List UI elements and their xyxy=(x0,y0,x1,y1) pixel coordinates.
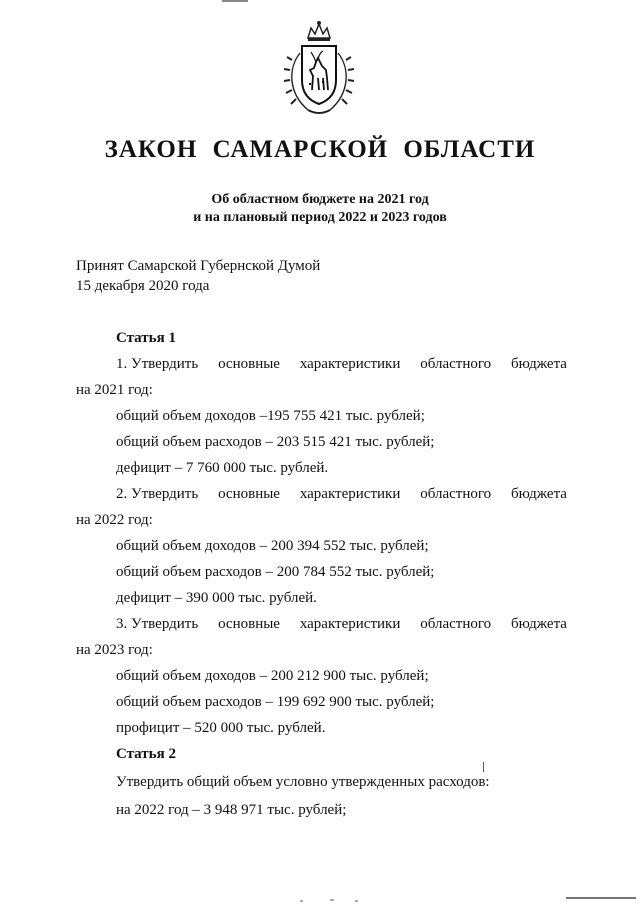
word: основные xyxy=(218,356,280,372)
word: областного xyxy=(420,616,492,632)
article-2-text: Утвердить общий объем условно утвержденных расходов: xyxy=(116,774,490,790)
coat-of-arms-icon xyxy=(278,18,360,118)
word: 3. Утвердить xyxy=(116,616,199,632)
word: областного xyxy=(420,356,492,372)
article-1-item-1-cont: на 2021 год: xyxy=(76,382,153,398)
article-1-heading: Статья 1 xyxy=(116,330,176,346)
law-subtitle-line2: и на плановый период 2022 и 2023 годов xyxy=(193,210,447,225)
revenue-2022: общий объем доходов – 200 394 552 тыс. рублей; xyxy=(116,538,429,554)
adoption-body: Принят Самарской Губернской Думой xyxy=(76,258,321,274)
article-1-item-3-line xyxy=(116,616,567,633)
article-1-item-3-cont: на 2023 год: xyxy=(76,642,153,658)
law-title: ЗАКОН САМАРСКОЙ ОБЛАСТИ xyxy=(104,136,536,163)
word: характеристики xyxy=(299,616,401,632)
word: характеристики xyxy=(299,486,401,502)
adoption-date: 15 декабря 2020 года xyxy=(76,278,210,294)
conditional-expenses-2022: на 2022 год – 3 948 971 тыс. рублей; xyxy=(116,802,347,818)
article-1-item-1-line xyxy=(116,356,567,373)
word: областного xyxy=(420,486,492,502)
law-subtitle-line1: Об областном бюджете на 2021 год xyxy=(211,192,429,207)
expenses-2021: общий объем расходов – 203 515 421 тыс. рублей; xyxy=(116,434,435,450)
word: основные xyxy=(218,616,280,632)
scan-artifact xyxy=(483,762,484,772)
article-2-heading: Статья 2 xyxy=(116,746,176,762)
scan-artifact xyxy=(300,900,303,902)
deficit-2021: дефицит – 7 760 000 тыс. рублей. xyxy=(116,460,329,476)
surplus-2023: профицит – 520 000 тыс. рублей. xyxy=(116,720,326,736)
word: характеристики xyxy=(299,356,401,372)
word: бюджета xyxy=(511,616,567,632)
article-1-item-2-cont: на 2022 год: xyxy=(76,512,153,528)
word: бюджета xyxy=(511,356,567,372)
expenses-2022: общий объем расходов – 200 784 552 тыс. рублей; xyxy=(116,564,435,580)
word: основные xyxy=(218,486,280,502)
scan-artifact xyxy=(355,900,358,902)
revenue-2023: общий объем доходов – 200 212 900 тыс. рублей; xyxy=(116,668,429,684)
word: 1. Утвердить xyxy=(116,356,199,372)
deficit-2022: дефицит – 390 000 тыс. рублей. xyxy=(116,590,317,606)
article-1-item-2-line xyxy=(116,486,567,503)
scan-artifact xyxy=(222,0,248,2)
word: бюджета xyxy=(511,486,567,502)
expenses-2023: общий объем расходов – 199 692 900 тыс. рублей; xyxy=(116,694,435,710)
scan-artifact xyxy=(566,897,636,899)
revenue-2021: общий объем доходов –195 755 421 тыс. рублей; xyxy=(116,408,425,424)
word: 2. Утвердить xyxy=(116,486,199,502)
scan-artifact xyxy=(330,899,334,901)
